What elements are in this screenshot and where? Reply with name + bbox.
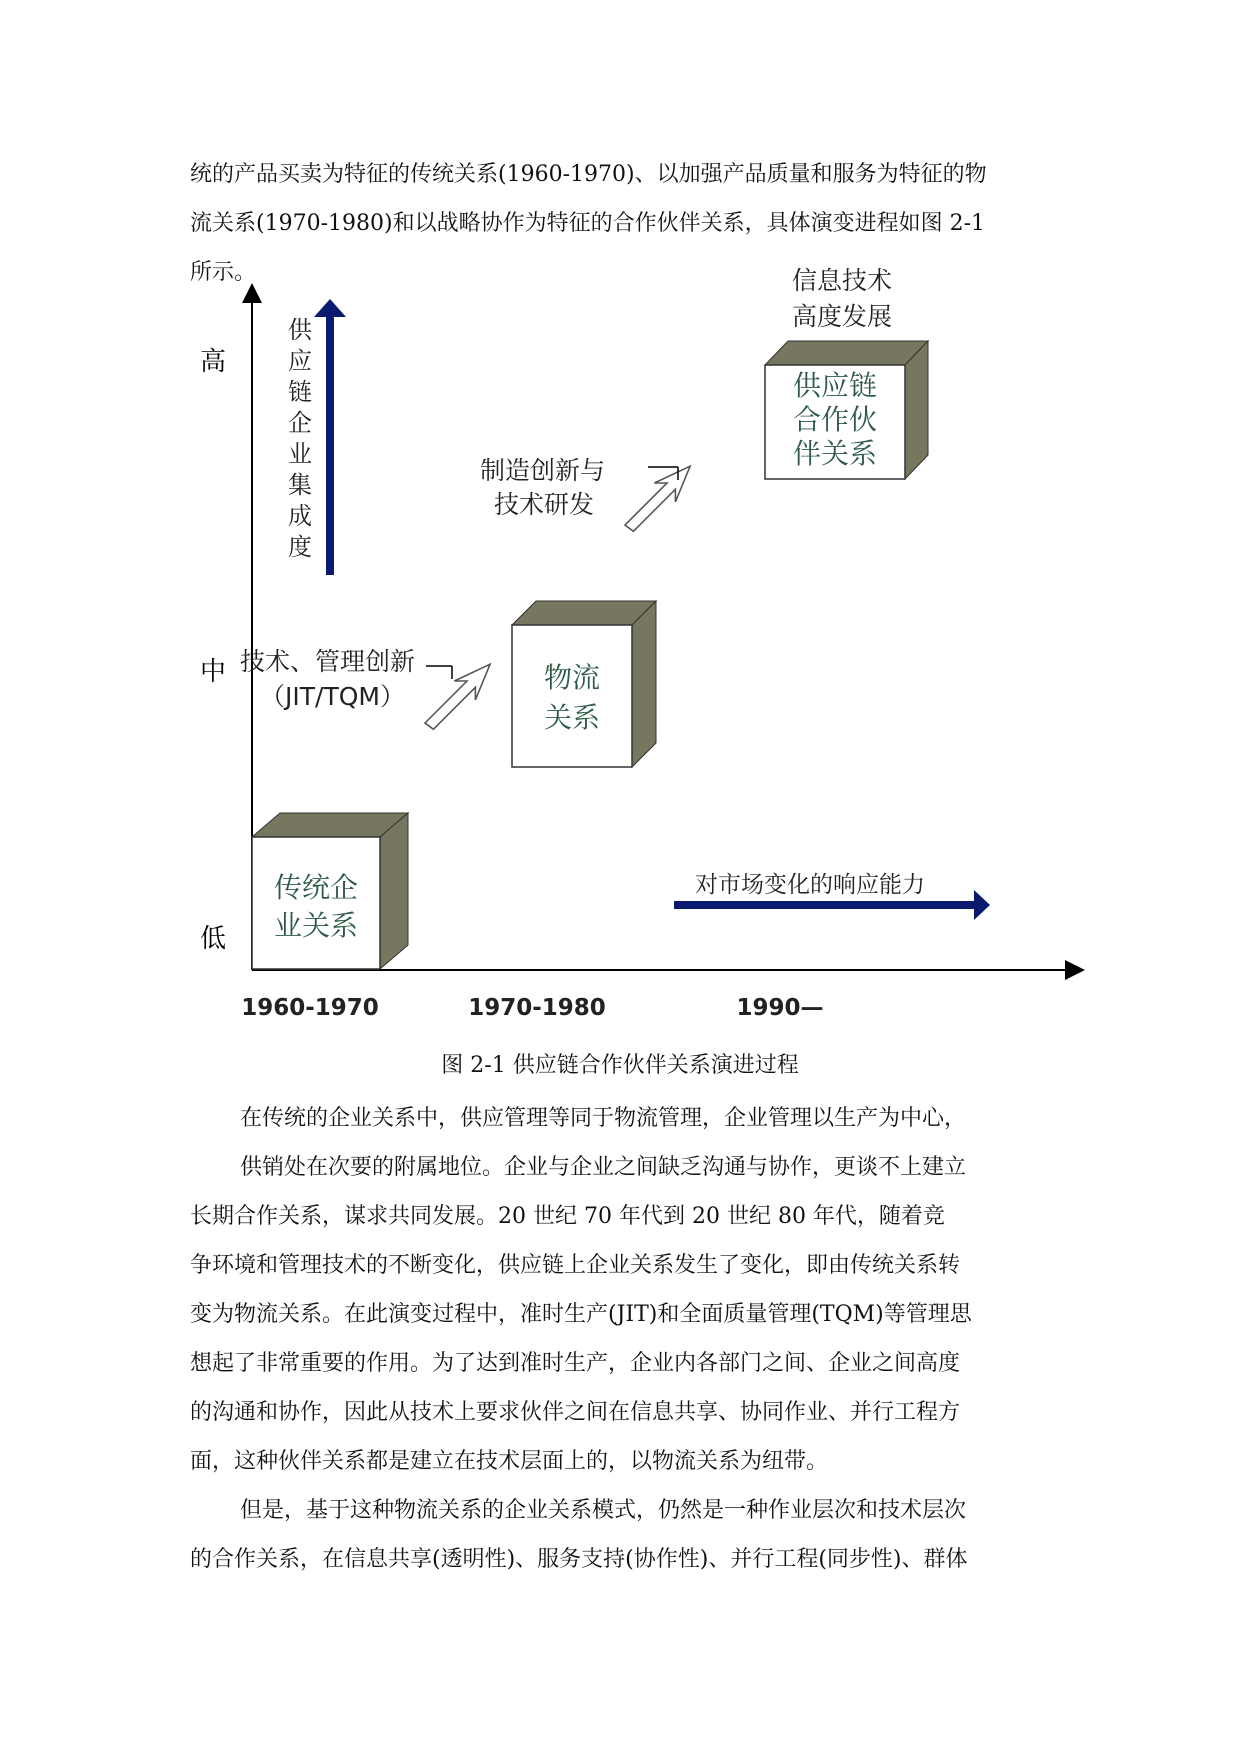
y-level-high: 高	[200, 347, 227, 377]
text-line: 变为物流关系。在此演变过程中，准时生产(JIT)和全面质量管理(TQM)等管理思	[190, 1302, 972, 1327]
stage-box-label: 关系	[543, 701, 601, 734]
integration-label-char: 度	[288, 533, 312, 561]
period-label: 1970-1980	[468, 995, 606, 1021]
integration-label-char: 集	[288, 471, 312, 499]
text-line: 想起了非常重要的作用。为了达到准时生产，企业内各部门之间、企业之间高度	[190, 1351, 961, 1376]
stage-box-label: 传统企	[273, 871, 359, 904]
driver-label: 高度发展	[792, 302, 893, 331]
text-line: 面，这种伙伴关系都是建立在技术层面上的，以物流关系为纽带。	[190, 1449, 829, 1474]
period-label: 1990—	[736, 995, 824, 1021]
text-line: 在传统的企业关系中，供应管理等同于物流管理，企业管理以生产为中心，	[240, 1106, 967, 1131]
text-line: 但是，基于这种物流关系的企业关系模式，仍然是一种作业层次和技术层次	[240, 1498, 967, 1523]
driver-label: 技术研发	[494, 490, 595, 519]
body-paragraph-1	[190, 1094, 1060, 1486]
text-line: 争环境和管理技术的不断变化，供应链上企业关系发生了变化，即由传统关系转	[190, 1253, 961, 1278]
integration-label-char: 供	[288, 316, 312, 344]
text-line: 流关系(1970-1980)和以战略协作为特征的合作伙伴关系，具体演变进程如图 2-1	[190, 211, 985, 236]
integration-arrow	[314, 299, 346, 575]
integration-label-char: 链	[288, 378, 312, 406]
intro-paragraph	[190, 150, 1060, 297]
stage-box-label: 物流	[543, 661, 601, 694]
text-line: 的合作关系，在信息共享(透明性)、服务支持(协作性)、并行工程(同步性)、群体	[190, 1547, 968, 1572]
integration-label-char: 企	[288, 409, 312, 437]
transition-arrow	[425, 664, 490, 729]
y-level-low: 低	[200, 924, 227, 954]
stage-box-label: 合作伙	[792, 403, 878, 436]
body-paragraph-2	[190, 1486, 1060, 1584]
figure-caption: 图 2-1 供应链合作伙伴关系演进过程	[441, 1053, 799, 1078]
integration-label-char: 应	[288, 347, 312, 375]
integration-label-char: 成	[288, 502, 312, 530]
text-line: 供销处在次要的附属地位。企业与企业之间缺乏沟通与协作，更谈不上建立	[240, 1155, 967, 1180]
stage-box-label: 伴关系	[792, 437, 878, 470]
text-line: 所示。	[190, 260, 257, 285]
text-line: 的沟通和协作，因此从技术上要求伙伴之间在信息共享、协同作业、并行工程方	[190, 1400, 961, 1425]
y-level-mid: 中	[200, 657, 227, 687]
response-arrow-label: 对市场变化的响应能力	[695, 872, 925, 898]
stage-box-label: 业关系	[273, 909, 359, 942]
driver-label: （JIT/TQM）	[260, 682, 405, 711]
driver-label: 技术、管理创新	[240, 647, 416, 676]
driver-label: 制造创新与	[480, 456, 606, 485]
driver-label: 信息技术	[792, 266, 893, 295]
stage-box-label: 供应链	[792, 369, 878, 402]
transition-arrow	[625, 466, 690, 531]
text-line: 长期合作关系，谋求共同发展。20 世纪 70 年代到 20 世纪 80 年代，随着竞	[190, 1204, 945, 1229]
period-label: 1960-1970	[241, 995, 379, 1021]
text-line: 统的产品买卖为特征的传统关系(1960-1970)、以加强产品质量和服务为特征的物	[190, 162, 987, 187]
integration-label-char: 业	[288, 440, 312, 468]
